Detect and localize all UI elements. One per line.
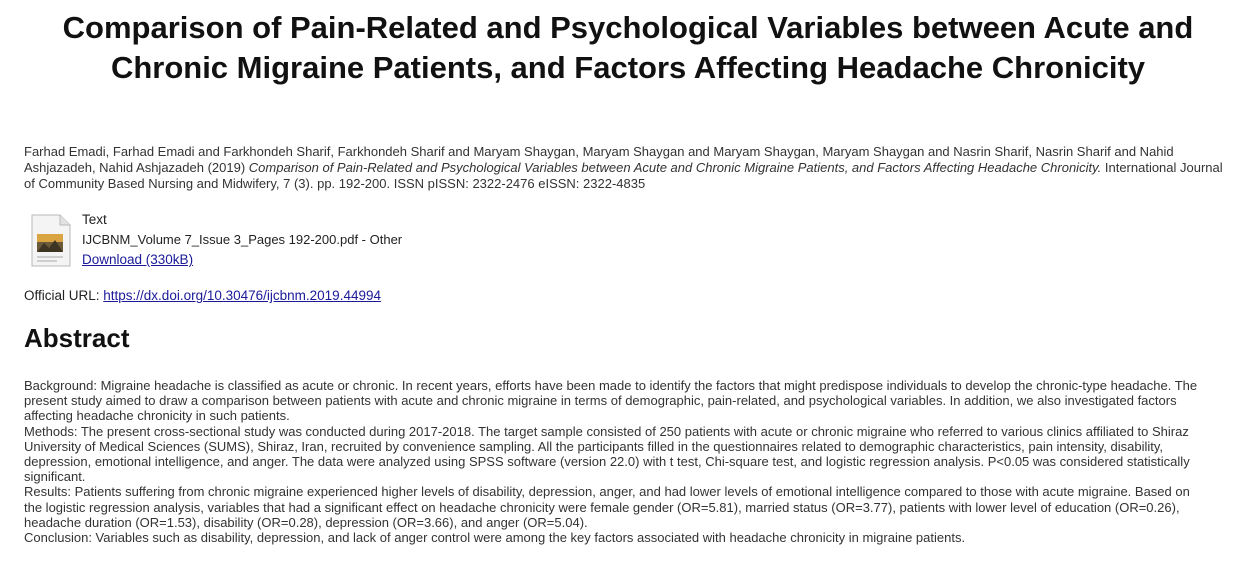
- document-file-info: [82, 230, 402, 250]
- document-filename: IJCBNM_Volume 7_Issue 3_Pages 192-200.pdf: [82, 232, 359, 247]
- page-title: Comparison of Pain-Related and Psychological Variables between Acute and Chronic Migraine Patients, and Factors Affecting Headache Chronicity: [62, 10, 1194, 85]
- pdf-document-icon[interactable]: [30, 214, 72, 268]
- document-entry: [24, 210, 624, 270]
- abstract-results: Results: Patients suffering from chronic migraine experienced higher levels of disability, depression, anger, and had lower levels of emotional intelligence compared to those with acute migraine. Based on the logistic regression analysis, variables that had a significant effect on headache chronicity were female gender (OR=5.81), married status (OR=3.77), patients with lower level of education (OR=0.26), headache duration (OR=1.53), disability (OR=0.28), depression (OR=3.66), and anger (OR=5.04).: [24, 484, 1190, 530]
- citation-authors: Farhad Emadi, Farhad Emadi and Farkhondeh Sharif, Farkhondeh Sharif and Maryam Shaygan, Maryam Shaygan and Maryam Shaygan, Maryam Shaygan and Nasrin Sharif, Nasrin Sharif and Nahid Ashjazadeh, Nahid Ashjazadeh (2019): [24, 144, 1174, 175]
- abstract-background: Background: Migraine headache is classified as acute or chronic. In recent years, efforts have been made to identify the factors that might predispose individuals to develop the chronic-type headache. The present study aimed to draw a comparison between patients with acute and chronic migraine in terms of demographic, pain-related, and psychological variables. In addition, we also investigated factors affecting headache chronicity in such patients.: [24, 378, 1198, 424]
- citation-journal: International Journal of Community Based Nursing and Midwifery, 7 (3). pp. 192-200. ISSN pISSN: 2322-2476 eISSN: 2322-4835: [24, 160, 1223, 191]
- citation-article-title: Comparison of Pain-Related and Psychological Variables between Acute and Chronic Migraine Patients, and Factors Affecting Headache Chronicity.: [248, 160, 1102, 175]
- document-separator: -: [358, 232, 370, 247]
- abstract-body: [24, 378, 1210, 545]
- download-link[interactable]: Download (330kB): [82, 252, 194, 267]
- abstract-methods: Methods: The present cross-sectional study was conducted during 2017-2018. The target sample consisted of 250 patients with acute or chronic migraine who referred to various clinics affiliated to Shiraz University of Medical Sciences (SUMS), Shiraz, Iran, recruited by convenience sampling. All the participants filled in the questionnaires related to demographic characteristics, pain intensity, disability, depression, emotional intelligence, and anger. The data were analyzed using SPSS software (version 22.0) with t test, Chi-square test, and logistic regression analysis. P<0.05 was considered statistically significant.: [24, 423, 1190, 485]
- official-url-line: [24, 288, 381, 304]
- abstract-heading: Abstract: [24, 323, 130, 353]
- official-url-link[interactable]: https://dx.doi.org/10.30476/ijcbnm.2019.44994: [103, 288, 381, 303]
- official-url-label: Official URL:: [24, 288, 104, 303]
- document-details: [82, 210, 402, 270]
- abstract-conclusion: Conclusion: Variables such as disability, depression, and lack of anger control were among the key factors associated with headache chronicity in migraine patients.: [24, 530, 966, 546]
- document-type: Text: [82, 212, 107, 227]
- citation: [24, 144, 1229, 192]
- document-license: Other: [369, 232, 403, 247]
